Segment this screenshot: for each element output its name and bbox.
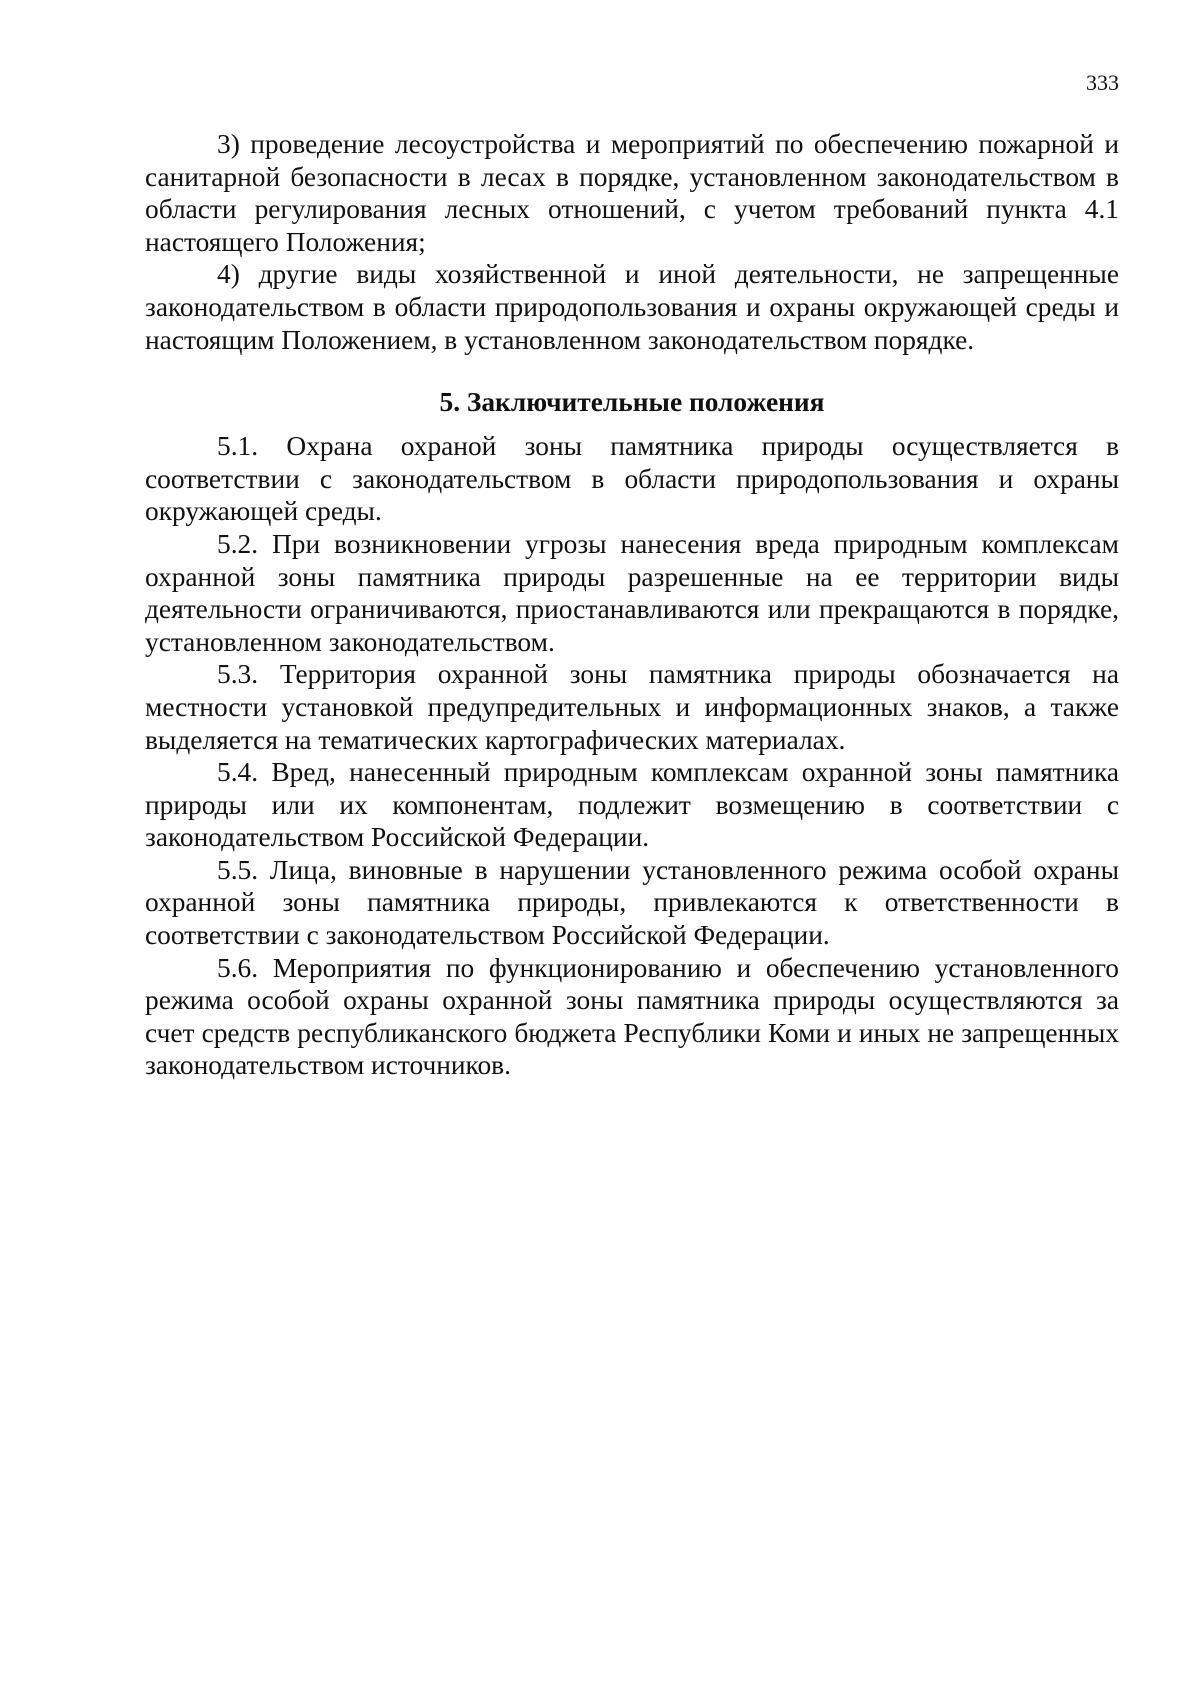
page-number: 333 [1086, 70, 1119, 95]
heading-spacer [145, 419, 1119, 430]
clause-5-1: 5.1. Охрана охраной зоны памятника природы осуществляется в соответствии с законодательством в области природопользования и охраны окружающей среды. [145, 431, 1119, 527]
clause-5-3: 5.3. Территория охранной зоны памятника природы обозначается на местности установкой предупредительных и информационных знаков, а также выделяется на тематических картографических материалах. [145, 659, 1119, 755]
list-item-4: 4) другие виды хозяйственной и иной деятельности, не запрещенные законодательством в области природопользования и охраны окружающей среды и настоящим Положением, в установленном законодательством порядке. [145, 259, 1119, 355]
clause-5-5: 5.5. Лица, виновные в нарушении установленного режима особой охраны охранной зоны памятника природы, привлекаются к ответственности в соответствии с законодательством Российской Федерации. [145, 854, 1119, 951]
document-body [145, 128, 1119, 1082]
section-heading: 5. Заключительные положения [439, 387, 825, 418]
list-item-3: 3) проведение лесоустройства и мероприятий по обеспечению пожарной и санитарной безопасности в лесах в порядке, установленном законодательством в области регулирования лесных отношений, с учетом требований пункта 4.1 настоящего Положения; [145, 129, 1119, 257]
clause-5-6: 5.6. Мероприятия по функционированию и обеспечению установленного режима особой охраны охранной зоны памятника природы осуществляются за счет средств республиканского бюджета Республики Коми и иных не запрещенных законодательством источников. [145, 952, 1119, 1081]
clause-5-2: 5.2. При возникновении угрозы нанесения вреда природным комплексам охранной зоны памятника природы разрешенные на ее территории виды деятельности ограничиваются, приостанавливаются или прекращаются в порядке, установленном законодательством. [145, 528, 1119, 657]
clause-5-4: 5.4. Вред, нанесенный природным комплексам охранной зоны памятника природы или их компонентам, подлежит возмещению в соответствии с законодательством Российской Федерации. [145, 757, 1119, 853]
